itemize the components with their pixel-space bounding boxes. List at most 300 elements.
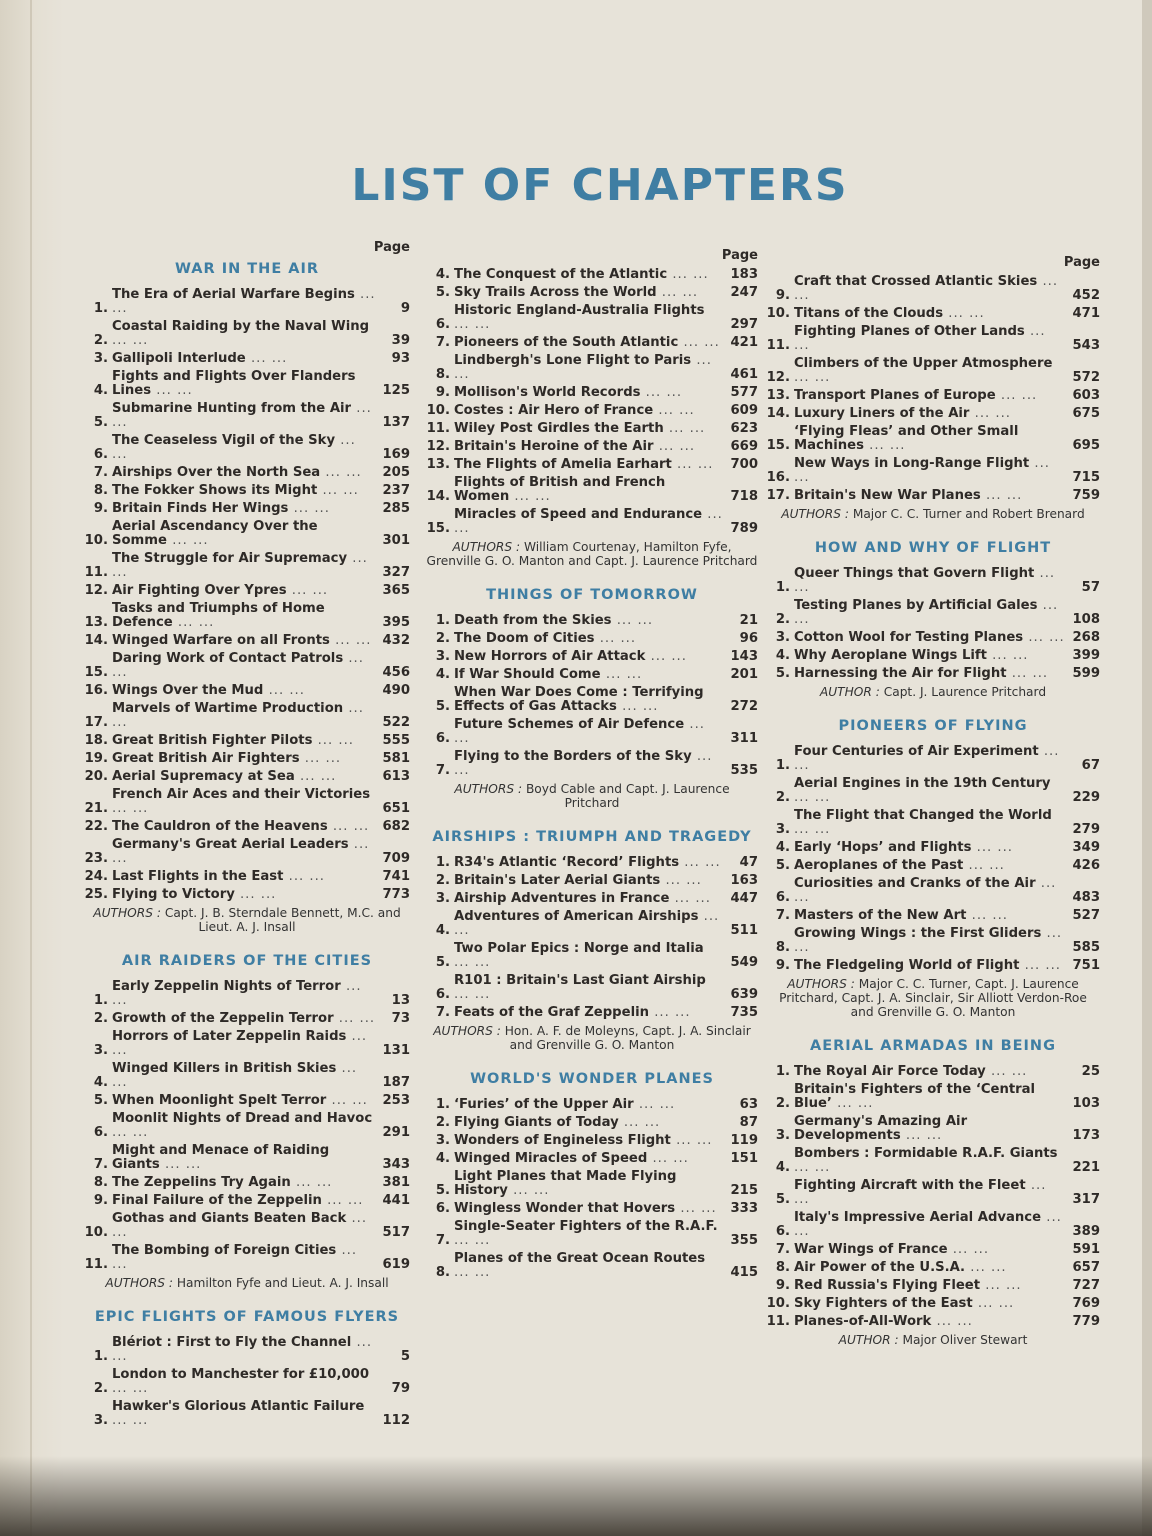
chapter-page-number: 349 (1072, 840, 1100, 855)
chapter-title-text: Red Russia's Flying Fleet (794, 1278, 981, 1293)
page-gutter (0, 0, 64, 1536)
chapter-page-number: 365 (382, 583, 410, 598)
chapter-page-number: 63 (739, 1097, 758, 1112)
chapter-title-text: Coastal Raiding by the Naval Wing (112, 319, 370, 334)
chapter-title (794, 389, 1066, 403)
chapter-title (794, 649, 1066, 663)
chapter-page-number: 759 (1072, 488, 1100, 503)
chapter-number: 14. (426, 489, 450, 504)
dot-leader: ... ... (600, 667, 643, 682)
chapter-page-number: 221 (1072, 1160, 1100, 1175)
chapter-title (112, 466, 376, 480)
chapter-title-text: When Moonlight Spelt Terror (112, 1093, 327, 1108)
chapter-number: 19. (84, 751, 108, 766)
chapter-title (794, 1179, 1066, 1207)
chapter-page-number: 535 (730, 763, 758, 778)
chapter-entry (766, 909, 1100, 923)
dot-leader: ... ... (794, 324, 1046, 353)
chapter-number: 12. (766, 370, 790, 385)
chapter-number: 8. (435, 367, 450, 382)
dot-leader: ... ... (794, 822, 831, 837)
dot-leader: ... ... (679, 855, 721, 870)
chapter-title-text: R101 : Britain's Last Giant Airship (454, 973, 706, 988)
chapter-page-number: 769 (1072, 1296, 1100, 1311)
chapter-entry (84, 502, 410, 516)
authors-label: AUTHORS : (452, 540, 521, 554)
dot-leader: ... ... (454, 317, 491, 332)
chapter-title (454, 686, 724, 714)
chapter-number: 4. (93, 1075, 108, 1090)
chapter-page-number: 5 (400, 1349, 410, 1364)
chapter-number: 3. (775, 822, 790, 837)
chapter-entry (766, 1065, 1100, 1079)
chapter-entry (766, 745, 1100, 773)
dot-leader: ... ... (794, 370, 831, 385)
chapter-entry (426, 1252, 758, 1280)
chapter-title (454, 910, 724, 938)
chapter-entry (766, 489, 1100, 503)
chapter-title (794, 927, 1066, 955)
chapter-section (766, 1037, 1100, 1347)
dot-leader: ... ... (112, 1029, 368, 1058)
chapter-title (454, 1098, 724, 1112)
chapter-title-text: The Conquest of the Atlantic (454, 267, 668, 282)
chapter-page-number: 125 (382, 383, 410, 398)
chapter-title-text: New Horrors of Air Attack (454, 649, 646, 664)
chapter-title (794, 841, 1066, 855)
dot-leader: ... ... (963, 858, 1005, 873)
chapter-title (454, 1134, 724, 1148)
chapter-page-number: 577 (730, 385, 758, 400)
chapter-title (794, 859, 1066, 873)
dot-leader: ... ... (112, 801, 149, 816)
chapter-title (112, 1012, 376, 1026)
chapter-title-text: New Ways in Long-Range Flight (794, 456, 1030, 471)
chapter-number: 4. (775, 648, 790, 663)
chapter-title (454, 750, 724, 778)
chapter-title-text: Germany's Amazing Air Developments (794, 1114, 968, 1143)
chapter-page-number: 456 (382, 665, 410, 680)
chapter-entry (426, 404, 758, 418)
chapter-entry (84, 466, 410, 480)
chapter-number: 5. (775, 666, 790, 681)
chapter-title (112, 434, 376, 462)
chapter-entry (766, 307, 1100, 321)
chapter-title-text: Winged Warfare on all Fronts (112, 633, 330, 648)
chapter-number: 14. (766, 406, 790, 421)
chapter-title-text: Winged Miracles of Speed (454, 1151, 648, 1166)
chapter-page-number: 108 (1072, 612, 1100, 627)
chapter-page-number: 669 (730, 439, 758, 454)
chapter-number: 1. (93, 301, 108, 316)
chapter-title (112, 752, 376, 766)
chapter-number: 2. (435, 873, 450, 888)
dot-leader: ... ... (159, 1157, 202, 1172)
chapter-entry (426, 336, 758, 350)
dot-leader: ... ... (112, 1413, 149, 1428)
authors-names: Hon. A. F. de Moleyns, Capt. J. A. Sinclair and Grenville G. O. Manton (504, 1024, 751, 1052)
chapter-title (112, 1112, 376, 1140)
chapter-entry (84, 1144, 410, 1172)
page-column-label: Page (1063, 255, 1100, 270)
chapter-title (454, 718, 724, 746)
chapter-number: 11. (766, 1314, 790, 1329)
chapter-page-number: 73 (391, 1011, 410, 1026)
chapter-number: 3. (93, 351, 108, 366)
chapter-title (794, 307, 1066, 321)
chapter-number: 6. (435, 987, 450, 1002)
chapter-title (794, 425, 1066, 453)
chapter-title-text: Flying to the Borders of the Sky (454, 749, 692, 764)
page-bottom-shadow (0, 1456, 1152, 1536)
chapter-page-number: 432 (382, 633, 410, 648)
chapter-page-number: 426 (1072, 858, 1100, 873)
chapter-title-text: French Air Aces and their Victories (112, 787, 371, 802)
chapter-title-text: Aerial Supremacy at Sea (112, 769, 295, 784)
chapter-number: 1. (435, 855, 450, 870)
dot-leader: ... ... (794, 1210, 1062, 1239)
chapter-page-number: 268 (1072, 630, 1100, 645)
chapter-title (112, 734, 376, 748)
chapter-number: 9. (435, 385, 450, 400)
chapter-title-text: Luxury Liners of the Air (794, 406, 970, 421)
chapter-number: 22. (84, 819, 108, 834)
chapter-page-number: 137 (382, 415, 410, 430)
chapter-entry (84, 1244, 410, 1272)
dot-leader: ... ... (794, 1160, 831, 1175)
chapter-title (794, 1147, 1066, 1175)
chapter-page-number: 727 (1072, 1278, 1100, 1293)
spine-crease (30, 0, 32, 1536)
dot-leader: ... ... (1023, 630, 1065, 645)
chapter-page-number: 471 (1072, 306, 1100, 321)
chapter-page-number: 421 (730, 335, 758, 350)
dot-leader: ... ... (1006, 666, 1049, 681)
chapter-entry (84, 634, 410, 648)
chapter-number: 4. (435, 923, 450, 938)
chapter-title-text: The Flight that Changed the World (794, 808, 1052, 823)
chapter-number: 4. (435, 267, 450, 282)
chapter-number: 1. (435, 1097, 450, 1112)
chapter-entry (84, 1176, 410, 1190)
chapter-number: 23. (84, 851, 108, 866)
chapter-number: 4. (775, 1160, 790, 1175)
dot-leader: ... ... (326, 1093, 368, 1108)
chapter-title-text: Four Centuries of Air Experiment (794, 744, 1039, 759)
chapter-title-text: Italy's Impressive Aerial Advance (794, 1210, 1042, 1225)
chapter-number: 9. (775, 1278, 790, 1293)
section-title: HOW AND WHY OF FLIGHT (814, 540, 1052, 556)
chapter-entry (84, 1400, 410, 1428)
chapter-page-number: 355 (730, 1233, 758, 1248)
authors-names: Major C. C. Turner and Robert Brenard (852, 507, 1085, 521)
chapter-title-text: Testing Planes by Artificial Gales (794, 598, 1038, 613)
chapter-entry (426, 304, 758, 332)
chapter-entry (426, 1202, 758, 1216)
chapter-page-number: 13 (391, 993, 410, 1008)
dot-leader: ... ... (794, 274, 1059, 303)
chapter-number: 7. (93, 1157, 108, 1172)
chapter-title-text: Light Planes that Made Flying History (454, 1169, 677, 1198)
chapter-page-number: 205 (382, 465, 410, 480)
chapter-number: 16. (84, 683, 108, 698)
chapter-entry (766, 389, 1100, 403)
chapter-entry (84, 770, 410, 784)
dot-leader: ... ... (290, 1175, 333, 1190)
chapter-number: 5. (93, 415, 108, 430)
chapter-entry (84, 980, 410, 1008)
chapter-entry (84, 1094, 410, 1108)
chapter-title (794, 1083, 1066, 1111)
dot-leader: ... ... (112, 1125, 149, 1140)
chapter-page-number: 675 (1072, 406, 1100, 421)
chapter-title (454, 268, 724, 282)
chapter-title (112, 288, 376, 316)
chapter-page-number: 715 (1072, 470, 1100, 485)
chapter-section (426, 828, 758, 1052)
dot-leader: ... ... (986, 648, 1029, 663)
authors-names: Major C. C. Turner, Capt. J. Laurence Pritchard, Capt. J. A. Sinclair, Sir Alliott Verdon-Roe and Grenville G. O. Manton (779, 977, 1087, 1019)
chapter-title (112, 1212, 376, 1240)
chapter-entry (426, 286, 758, 300)
chapter-title (794, 809, 1066, 837)
chapter-title (112, 684, 376, 698)
chapter-number: 8. (775, 1260, 790, 1275)
chapter-page-number: 517 (382, 1225, 410, 1240)
chapter-title-text: Sky Trails Across the World (454, 285, 657, 300)
dot-leader: ... ... (656, 285, 699, 300)
chapter-title (454, 304, 724, 332)
authors-label: AUTHOR : (819, 685, 880, 699)
chapter-entry (84, 1336, 410, 1364)
chapter-title (112, 652, 376, 680)
chapter-title (112, 602, 376, 630)
chapter-number: 6. (435, 731, 450, 746)
chapter-page-number: 779 (1072, 1314, 1100, 1329)
chapter-number: 6. (775, 1224, 790, 1239)
chapter-title (112, 520, 376, 548)
chapter-page-number: 619 (382, 1257, 410, 1272)
section-authors (766, 977, 1100, 1019)
chapter-title-text: Blériot : First to Fly the Channel (112, 1335, 352, 1350)
chapter-title (454, 856, 724, 870)
chapter-title (454, 354, 724, 382)
chapter-number: 2. (775, 612, 790, 627)
chapter-title-text: Fighting Planes of Other Lands (794, 324, 1025, 339)
chapter-section (426, 1070, 758, 1280)
chapter-entry (426, 718, 758, 746)
chapter-entry (766, 877, 1100, 905)
dot-leader: ... ... (649, 1005, 691, 1020)
chapter-number: 4. (775, 840, 790, 855)
chapter-entry (84, 820, 410, 834)
chapter-number: 11. (766, 338, 790, 353)
dot-leader: ... ... (653, 439, 696, 454)
dot-leader: ... ... (794, 598, 1059, 627)
chapter-title-text: When War Does Come : Terrifying Effects of Gas Attacks (454, 685, 704, 714)
chapter-page-number: 279 (1072, 822, 1100, 837)
chapter-title (794, 667, 1066, 681)
chapter-title (112, 484, 376, 498)
chapter-number: 3. (93, 1043, 108, 1058)
chapter-title (794, 1065, 1066, 1079)
chapter-number: 2. (93, 333, 108, 348)
chapter-section (426, 248, 758, 568)
chapter-title (112, 370, 376, 398)
chapter-entry (426, 1220, 758, 1248)
chapter-entry (84, 702, 410, 730)
chapter-page-number: 695 (1072, 438, 1100, 453)
chapter-title-text: Wiley Post Girdles the Earth (454, 421, 664, 436)
chapter-title (454, 386, 724, 400)
chapter-title-text: Sky Fighters of the East (794, 1296, 973, 1311)
chapter-number: 4. (93, 383, 108, 398)
chapter-entry (84, 752, 410, 766)
chapter-title (112, 1194, 376, 1208)
chapter-title (794, 357, 1066, 385)
chapter-title (112, 552, 376, 580)
dot-leader: ... ... (794, 1178, 1047, 1207)
dot-leader: ... ... (151, 383, 193, 398)
section-authors (766, 685, 1100, 699)
chapter-entry (426, 1152, 758, 1166)
chapter-entry (426, 476, 758, 504)
authors-names: Capt. J. Laurence Pritchard (883, 685, 1047, 699)
chapter-entry (84, 684, 410, 698)
chapter-title (454, 336, 724, 350)
chapter-number: 3. (435, 891, 450, 906)
dot-leader: ... ... (454, 987, 491, 1002)
chapter-page-number: 131 (382, 1043, 410, 1058)
chapter-number: 5. (435, 1183, 450, 1198)
chapter-entry (426, 668, 758, 682)
chapter-page-number: 773 (382, 887, 410, 902)
authors-names: Hamilton Fyfe and Lieut. A. J. Insall (176, 1276, 389, 1290)
chapter-title-text: The Zeppelins Try Again (112, 1175, 291, 1190)
chapter-number: 11. (84, 1257, 108, 1272)
chapter-entry (766, 809, 1100, 837)
chapter-title-text: Cotton Wool for Testing Planes (794, 630, 1024, 645)
chapter-entry (426, 1006, 758, 1020)
chapter-title-text: Tasks and Triumphs of Home Defence (112, 601, 325, 630)
chapter-title-text: Horrors of Later Zeppelin Raids (112, 1029, 347, 1044)
section-authors (426, 1024, 758, 1052)
dot-leader: ... ... (794, 566, 1056, 595)
chapter-number: 1. (93, 993, 108, 1008)
chapter-title (454, 508, 724, 536)
authors-names: Capt. J. B. Sterndale Bennett, M.C. and Lieut. A. J. Insall (164, 906, 401, 934)
dot-leader: ... ... (234, 887, 277, 902)
chapter-entry (766, 959, 1100, 973)
chapter-entry (426, 508, 758, 536)
chapter-page-number: 25 (1081, 1064, 1100, 1079)
dot-leader: ... ... (965, 1260, 1007, 1275)
chapter-number: 10. (766, 1296, 790, 1311)
chapter-entry (426, 974, 758, 1002)
dot-leader: ... ... (112, 1061, 358, 1090)
dot-leader: ... ... (112, 433, 356, 462)
chapter-section (766, 255, 1100, 521)
chapter-number: 3. (775, 630, 790, 645)
dot-leader: ... ... (112, 979, 362, 1008)
chapter-title (794, 567, 1066, 595)
chapter-page-number: 527 (1072, 908, 1100, 923)
chapter-title-text: The Royal Air Force Today (794, 1064, 986, 1079)
dot-leader: ... ... (667, 267, 709, 282)
chapter-title (112, 584, 376, 598)
chapter-title-text: Miracles of Speed and Endurance (454, 507, 703, 522)
dot-leader: ... ... (663, 421, 706, 436)
chapter-entry (84, 370, 410, 398)
chapter-number: 6. (93, 1125, 108, 1140)
chapter-entry (426, 1098, 758, 1112)
dot-leader: ... ... (972, 1296, 1015, 1311)
chapter-title (454, 892, 724, 906)
chapter-page-number: 682 (382, 819, 410, 834)
chapter-section (766, 717, 1100, 1019)
chapter-title-text: Wingless Wonder that Hovers (454, 1201, 676, 1216)
chapter-title-text: Feats of the Graf Zeppelin (454, 1005, 649, 1020)
chapter-entry (766, 325, 1100, 353)
chapter-page-number: 96 (739, 631, 758, 646)
dot-leader: ... ... (900, 1128, 943, 1143)
chapter-page-number: 87 (739, 1115, 758, 1130)
chapter-page-number: 57 (1081, 580, 1100, 595)
chapter-title-text: Britain's Fighters of the ‘Central Blue’ (794, 1082, 1036, 1111)
chapter-title-text: Wings Over the Mud (112, 683, 264, 698)
chapter-number: 24. (84, 869, 108, 884)
chapter-page-number: 21 (739, 613, 758, 628)
chapter-page-number: 173 (1072, 1128, 1100, 1143)
section-title: AERIAL ARMADAS IN BEING (810, 1038, 1056, 1054)
chapter-page-number: 119 (730, 1133, 758, 1148)
dot-leader: ... ... (794, 876, 1057, 905)
dot-leader: ... ... (966, 908, 1008, 923)
chapter-title (112, 1336, 376, 1364)
chapter-number: 5. (775, 858, 790, 873)
chapter-title-text: Fighting Aircraft with the Fleet (794, 1178, 1026, 1193)
chapter-page-number: 67 (1081, 758, 1100, 773)
dot-leader: ... ... (794, 926, 1063, 955)
dot-leader: ... ... (112, 1335, 373, 1364)
chapter-title-text: ‘Furies’ of the Upper Air (454, 1097, 634, 1112)
chapter-number: 12. (84, 583, 108, 598)
chapter-page-number: 452 (1072, 288, 1100, 303)
chapter-title (112, 1368, 376, 1396)
chapter-title-text: Fights and Flights Over Flanders Lines (112, 369, 356, 398)
chapter-entry (84, 1368, 410, 1396)
chapter-title-text: The Fledgeling World of Flight (794, 958, 1020, 973)
chapter-number: 6. (435, 1201, 450, 1216)
chapter-page-number: 215 (730, 1183, 758, 1198)
chapter-title (112, 702, 376, 730)
chapter-number: 12. (426, 439, 450, 454)
chapter-title-text: Adventures of American Airships (454, 909, 699, 924)
chapter-title-text: Mollison's World Records (454, 385, 641, 400)
dot-leader: ... ... (112, 1381, 149, 1396)
authors-label: AUTHORS : (93, 906, 161, 920)
chapter-page-number: 291 (382, 1125, 410, 1140)
dot-leader: ... ... (454, 749, 713, 778)
chapter-title (112, 320, 376, 348)
chapter-entry (84, 288, 410, 316)
chapter-page-number: 483 (1072, 890, 1100, 905)
chapter-entry (426, 422, 758, 436)
chapter-number: 3. (93, 1413, 108, 1428)
chapter-title (112, 980, 376, 1008)
chapter-title-text: Titans of the Clouds (794, 306, 944, 321)
chapter-number: 17. (766, 488, 790, 503)
